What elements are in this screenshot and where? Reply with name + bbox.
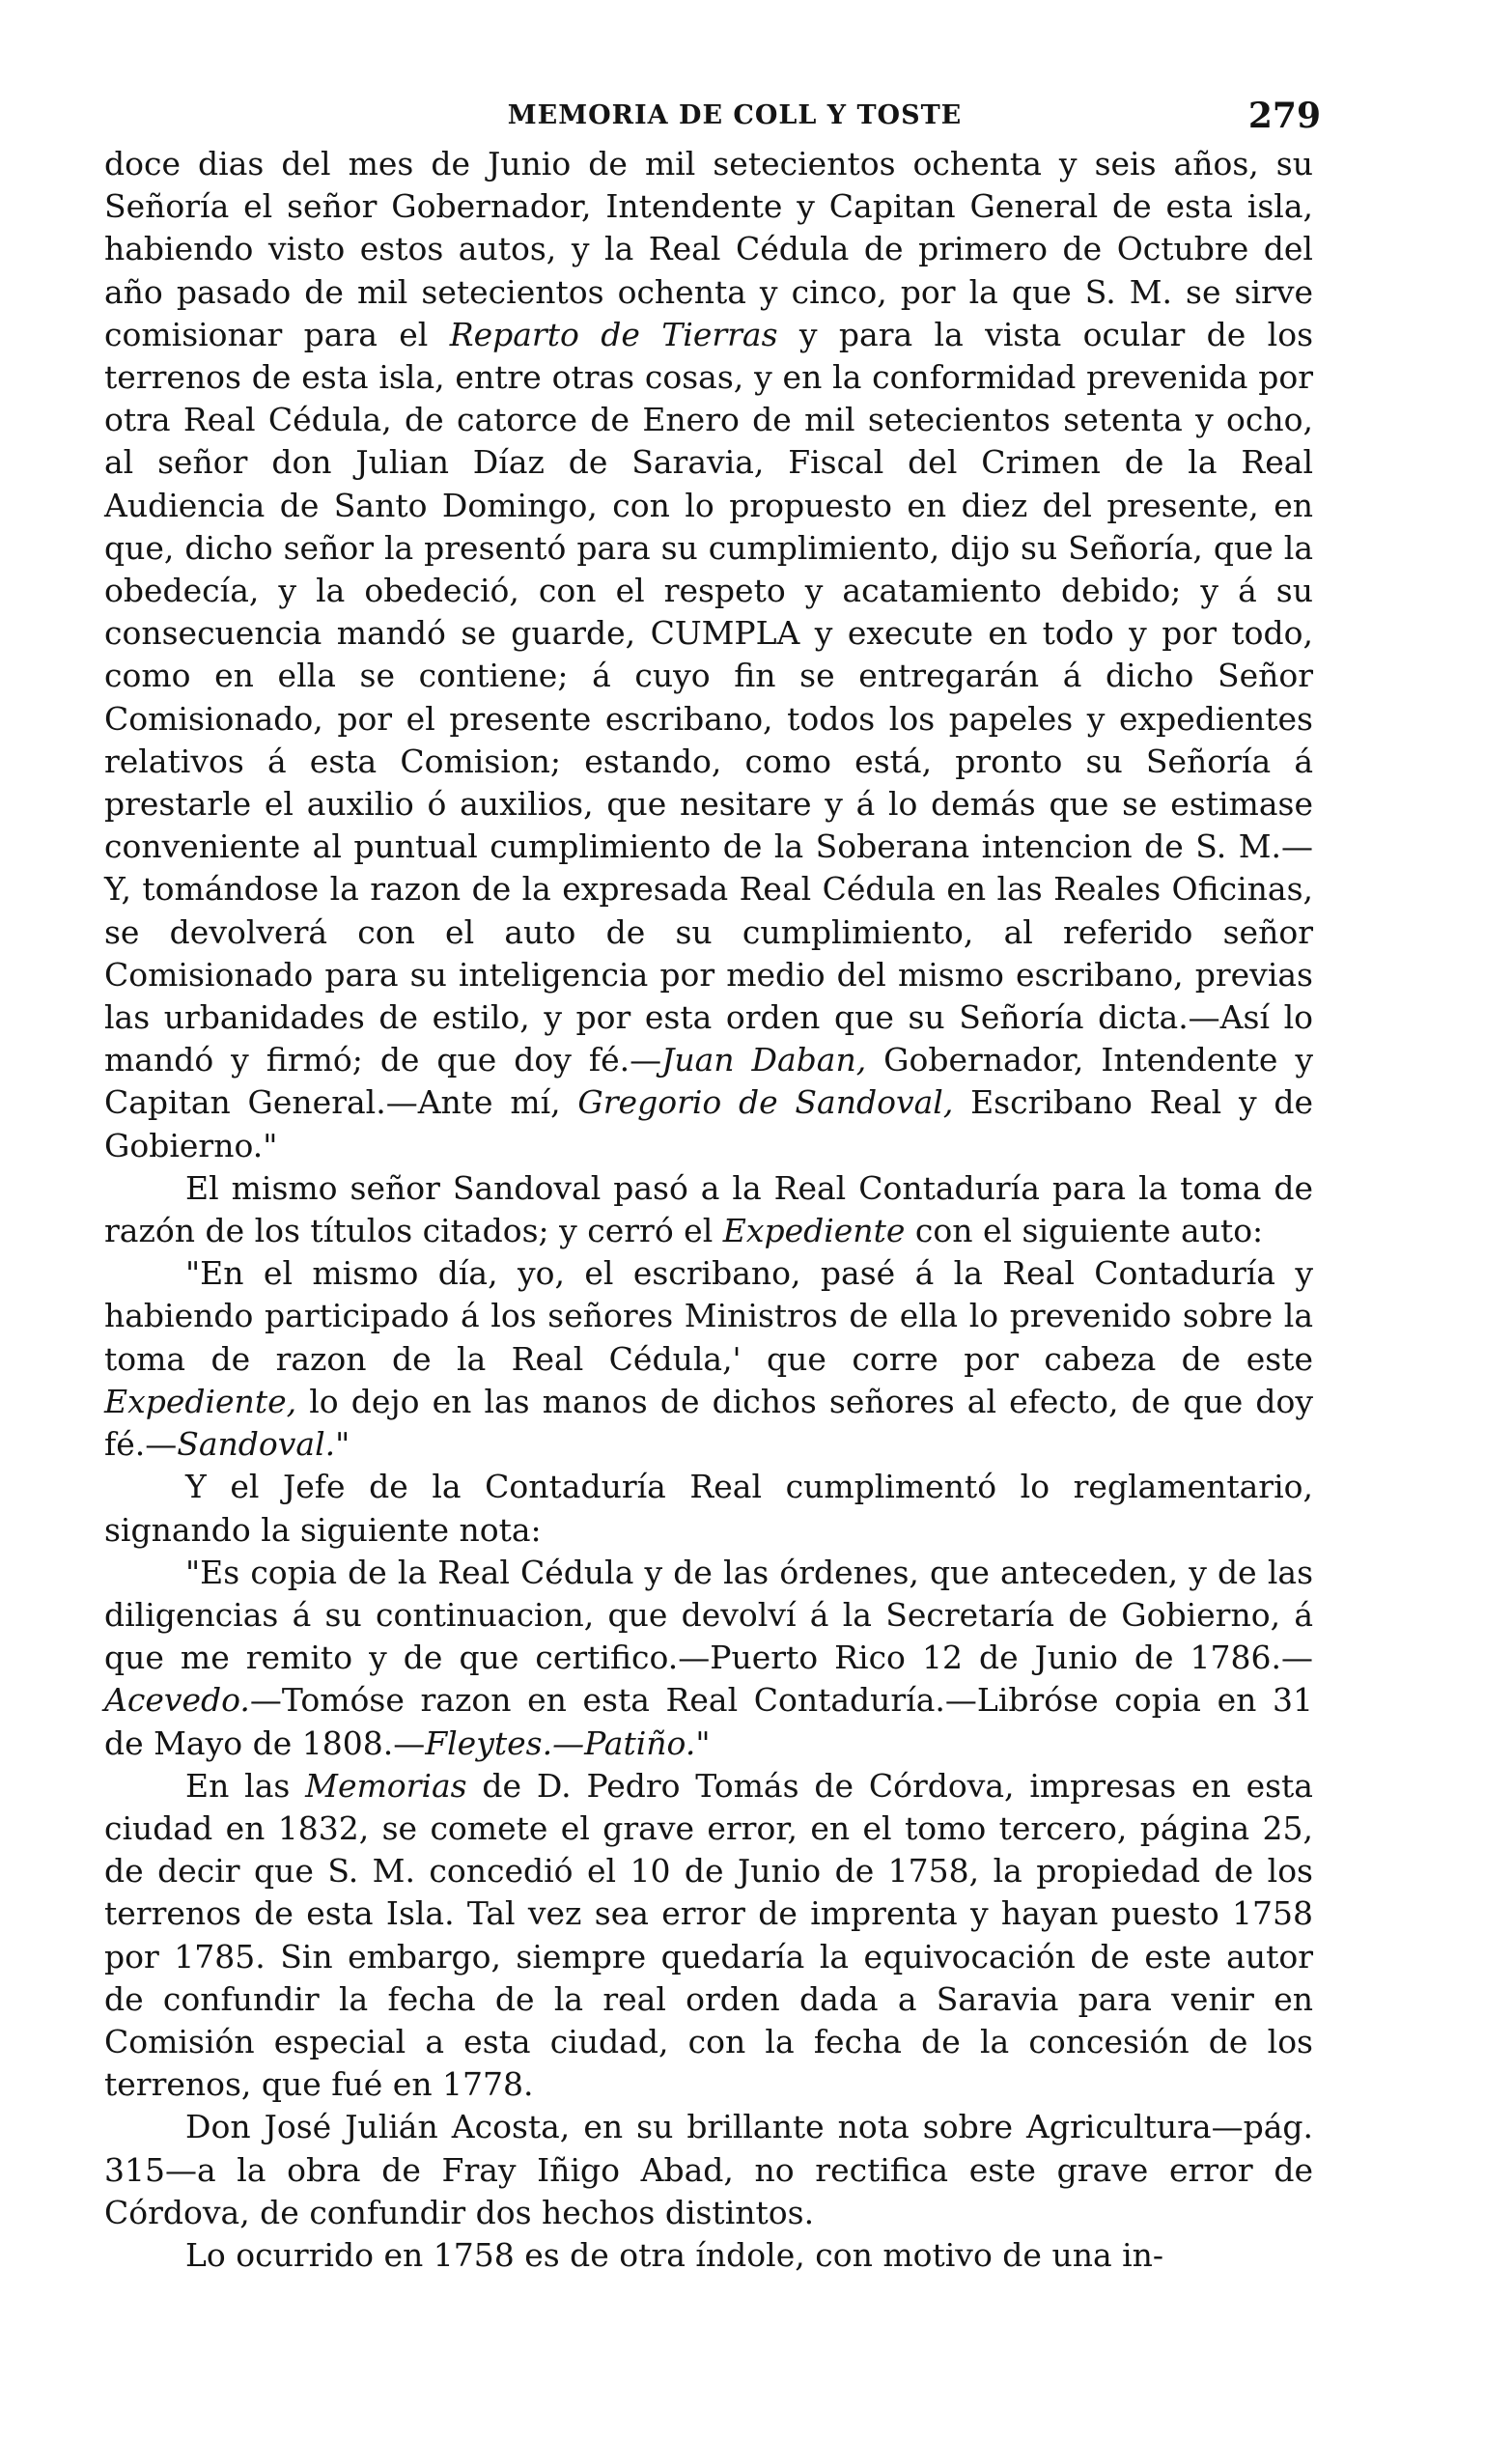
paragraph-acosta [104,2106,1313,2234]
italic-text: Expediente, [104,1382,297,1420]
italic-text: Gregorio de Sandoval, [577,1083,954,1122]
paragraph-text: con el siguiente auto: [905,1212,1264,1250]
paragraph-text: " [335,1425,350,1464]
paragraph-cordova [104,1765,1313,2107]
running-title: MEMORIA DE COLL Y TOSTE [507,100,963,130]
paragraph-text: En las [185,1766,306,1805]
body-text [104,143,1313,2277]
italic-text: Fleytes.—Patiño. [425,1723,696,1762]
paragraph-text: y para la vista ocular de los terrenos de esta isla, entre otras cosas, y en la conformidad prevenida por otra Real Cédula, de catorce de Enero de mil setecientos setenta y ocho, al señor don Julian Díaz de Saravia, Fiscal del Crimen de la Real Audiencia de Santo Domingo, con lo propuesto en diez del presente, en que, dicho señor la presentó para su cumplimiento, dijo su Señoría, que la obedecía, y la obedeció, con el respeto y acatamiento debido; y á su consecuencia mandó se guarde, CUMPLA y execute en todo y por todo, como en ella se contiene; á cuyo fin se entregarán á dicho Señor Comisionado, por el presente escribano, todos los papeles y expedientes relativos á esta Comision; estando, como está, pronto su Señoría á prestarle el auxilio ó auxilios, que nesitare y á lo demás que se estimase conveniente al puntual cumplimiento de la Soberana intencion de S. M.—Y, tomándose la razon de la expresada Real Cédula en las Reales Oficinas, se devolverá con el auto de su cumplimiento, al referido señor Comisionado para su inteligencia por medio del mismo escribano, previas las urbanidades de estilo, y por esta orden que su Señoría dicta.—Así lo mandó y firmó; de que doy fé.— [104,315,1314,1079]
paragraph-text: doce dias del mes de Junio de mil setecientos ochenta y seis años, su Señoría el señor Gobernador, Intendente y Capitan General de esta isla, habiendo visto estos autos, y la Real Cédula de primero de Octubre del año pasado de mil setecientos ochenta y cinco, por la que S. M. se sirve comisionar para el [104,145,1313,353]
paragraph-text: Escribano Real y de Gobierno." [104,1083,1313,1164]
italic-text: Reparto de Tierras [449,315,778,353]
italic-text: Juan Daban, [661,1041,867,1079]
paragraph-text: —Tomóse razon en esta Real Contaduría.—Libróse copia en 31 de Mayo de 1808.— [104,1681,1313,1762]
paragraph-text: Y el Jefe de la Contaduría Real cumplimentó lo reglamentario, signando la siguiente nota: [104,1468,1313,1549]
paragraph-quote-nota [104,1552,1313,1765]
paragraph-quote-auto [104,1252,1313,1466]
page-header [108,93,1332,139]
italic-text: Expediente [722,1212,906,1250]
paragraph-text: "En el mismo día, yo, el escribano, pasé á la Real Contaduría y habiendo participado á los señores Ministros de ella lo prevenido sobre la toma de razon de la Real Cédula,' que corre por cabeza de este [104,1254,1313,1378]
paragraph-royal-decree [104,143,1313,1167]
paragraph-sandoval [104,1167,1313,1252]
italic-text: Memorias [305,1766,467,1805]
paragraph-text: "Es copia de la Real Cédula y de las órdenes, que anteceden, y de las diligencias á su continuacion, que devolví á la Secretaría de Gobierno, á que me remito y de que certifico.—Puerto Rico 12 de Junio de 1786.— [104,1553,1313,1677]
paragraph-1758 [104,2234,1313,2277]
paragraph-text: " [695,1723,711,1762]
paragraph-text: Lo ocurrido en 1758 es de otra índole, con motivo de una in- [185,2235,1164,2274]
page-number: 279 [1247,96,1321,136]
paragraph-text: de D. Pedro Tomás de Córdova, impresas en esta ciudad en 1832, se comete el grave error, en el tomo tercero, página 25, de decir que S. M. concedió el 10 de Junio de 1758, la propiedad de los terrenos de esta Isla. Tal vez sea error de imprenta y hayan puesto 1758 por 1785. Sin embargo, siempre quedaría la equivocación de este autor de confundir la fecha de la real orden dada a Saravia para venir en Comisión especial a esta ciudad, con la fecha de la concesión de los terrenos, que fué en 1778. [104,1766,1313,2104]
paragraph-text: lo dejo en las manos de dichos señores al efecto, de que doy fé.— [104,1382,1313,1464]
paragraph-contaduria [104,1466,1313,1551]
paragraph-text: El mismo señor Sandoval pasó a la Real Contaduría para la toma de razón de los títulos citados; y cerró el [104,1168,1313,1250]
italic-text: Sandoval. [177,1425,336,1464]
paragraph-text: Gobernador, Intendente y Capitan General.—Ante mí, [104,1041,1313,1122]
italic-text: Acevedo. [104,1681,250,1720]
paragraph-text: Don José Julián Acosta, en su brillante nota sobre Agricultura—pág. 315—a la obra de Fray Iñigo Abad, no rectifica este grave error de Córdova, de confundir dos hechos distintos. [104,2108,1313,2231]
